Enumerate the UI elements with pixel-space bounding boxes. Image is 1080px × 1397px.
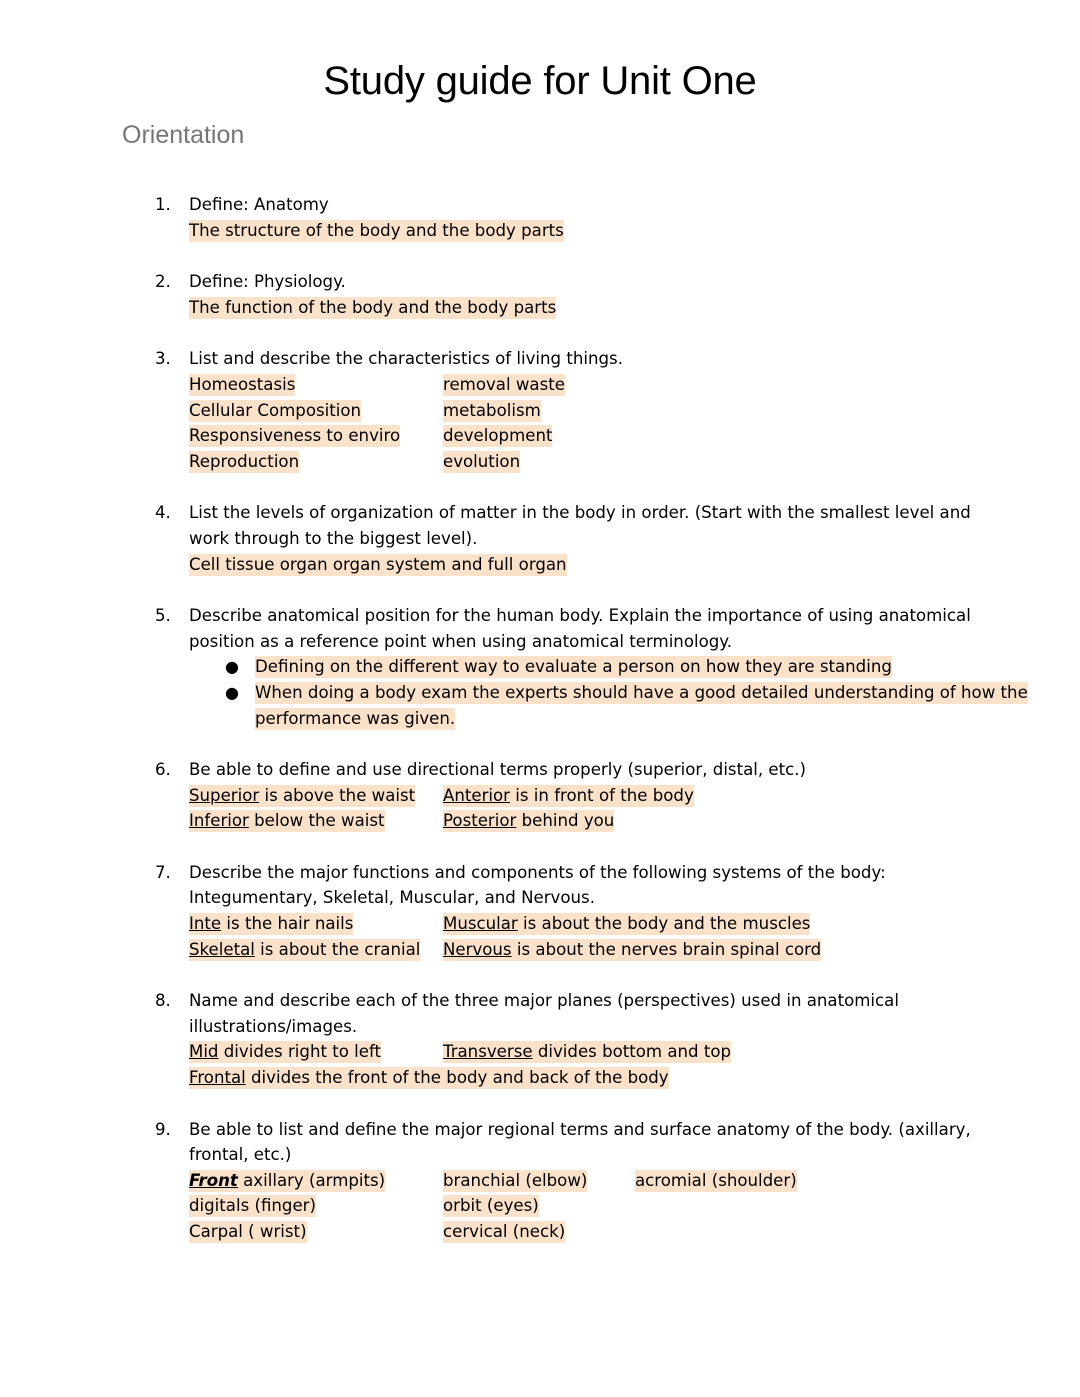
answer-text: Reproduction (189, 451, 300, 471)
answer-text: below the waist (248, 811, 385, 831)
answer-table (189, 1168, 1080, 1245)
highlighted-answer: When doing a body exam the experts should have a good detailed understanding of how the performance was given. (255, 682, 1028, 728)
answer-cell (189, 372, 443, 398)
term-label: Transverse (443, 1042, 533, 1062)
question-list (0, 192, 1080, 1245)
question-item-7 (0, 860, 1080, 962)
answer-row (189, 1039, 1080, 1065)
answer-cell (189, 808, 443, 834)
question-number: 9. (155, 1119, 171, 1139)
bullet-icon: ● (225, 682, 239, 702)
answer-row (189, 423, 1080, 449)
answer-text: is in front of the body (510, 785, 694, 805)
term-label: Inferior (189, 811, 249, 831)
answer-row (189, 398, 1080, 424)
answer-cell (443, 449, 520, 475)
list-item (189, 680, 1080, 731)
answer-cell (443, 398, 541, 424)
question-number: 3. (155, 349, 171, 369)
answer-row (189, 1168, 1080, 1194)
section-subtitle: Orientation (122, 121, 245, 149)
question-prompt: Define: Physiology. (189, 272, 346, 292)
answer-text: removal waste (443, 374, 565, 394)
answer-text: cervical (neck) (443, 1222, 566, 1241)
answer-cell (443, 372, 565, 398)
page-title: Study guide for Unit One (323, 59, 757, 103)
term-label: Muscular (443, 914, 518, 934)
question-item-9 (0, 1117, 1080, 1245)
answer-cell (443, 808, 614, 834)
answer-row (189, 372, 1080, 398)
answer-text: is above the waist (259, 785, 416, 805)
answer-cell (189, 1168, 443, 1194)
answer-text: Carpal ( wrist) (189, 1222, 307, 1241)
question-number: 7. (155, 862, 171, 882)
question-prompt: Describe the major functions and components of the following systems of the body: Integumentary, Skeletal, Muscular, and Nervous. (189, 862, 886, 908)
question-prompt: Define: Anatomy (189, 195, 329, 214)
bullet-text (255, 656, 892, 678)
question-number: 8. (155, 991, 171, 1011)
answer-cell (443, 1039, 731, 1065)
answer-text: metabolism (443, 400, 541, 420)
answer-cell (443, 423, 552, 449)
answer-line (189, 295, 1080, 321)
answer-text: Homeostasis (189, 374, 296, 394)
question-prompt: Be able to list and define the major regional terms and surface anatomy of the body. (axillary, frontal, etc.) (189, 1119, 971, 1165)
answer-text: axillary (armpits) (237, 1170, 386, 1190)
term-label: Nervous (443, 939, 512, 959)
answer-table (189, 783, 1080, 834)
answer-text: Cellular Composition (189, 400, 362, 420)
answer-row (189, 449, 1080, 475)
answer-line (189, 218, 1080, 244)
term-label: Anterior (443, 785, 510, 805)
answer-cell (635, 1168, 797, 1194)
answer-row (189, 937, 1080, 963)
question-prompt: List the levels of organization of matter in the body in order. (Start with the smallest level and work through to the biggest level). (189, 503, 971, 548)
answer-table (189, 911, 1080, 962)
question-item-1 (0, 192, 1080, 243)
answer-cell (189, 1039, 443, 1065)
answer-cell (443, 1193, 539, 1219)
answer-cell (189, 783, 443, 809)
answer-row (189, 911, 1080, 937)
answer-cell (189, 911, 443, 937)
answer-text: divides the front of the body and back of the body (245, 1068, 669, 1088)
question-number: 4. (155, 503, 171, 523)
question-number: 5. (155, 606, 171, 626)
question-item-3 (0, 346, 1080, 474)
answer-cell (189, 423, 443, 449)
answer-cell (189, 1193, 443, 1219)
answer-cell (443, 1168, 635, 1194)
answer-row (189, 808, 1080, 834)
sub-bullet-list (189, 654, 1080, 731)
question-prompt: Be able to define and use directional terms properly (superior, distal, etc.) (189, 760, 806, 780)
answer-row (189, 1219, 1080, 1245)
highlighted-answer: Cell tissue organ organ system and full organ (189, 554, 567, 574)
term-label: Skeletal (189, 939, 255, 959)
question-item-8 (0, 988, 1080, 1090)
answer-text: digitals (finger) (189, 1196, 316, 1216)
question-number: 6. (155, 760, 171, 780)
answer-text: is about the cranial (254, 939, 421, 959)
question-prompt: List and describe the characteristics of living things. (189, 349, 623, 369)
answer-text: Responsiveness to enviro (189, 426, 401, 446)
answer-text: behind you (516, 811, 615, 831)
answer-text: evolution (443, 451, 521, 471)
question-prompt: Name and describe each of the three major planes (perspectives) used in anatomical illustrations/images. (189, 991, 899, 1036)
answer-cell (189, 398, 443, 424)
answer-text: divides bottom and top (532, 1042, 732, 1062)
answer-text: is about the nerves brain spinal cord (511, 939, 822, 959)
answer-row (189, 1065, 1080, 1091)
answer-row (189, 1193, 1080, 1219)
question-item-6 (0, 757, 1080, 834)
answer-cell (189, 937, 443, 963)
highlighted-answer: Defining on the different way to evaluate a person on how they are standing (255, 657, 892, 677)
answer-text: branchial (elbow) (443, 1170, 588, 1190)
term-label: Posterior (443, 811, 517, 831)
answer-text: acromial (shoulder) (635, 1170, 797, 1190)
answer-table (189, 1039, 1080, 1090)
question-item-5 (0, 603, 1080, 731)
answer-cell (189, 449, 443, 475)
bullet-icon: ● (225, 657, 239, 677)
term-label: Mid (189, 1042, 219, 1062)
term-label: Front (189, 1170, 238, 1190)
term-label: Inte (189, 914, 222, 934)
answer-cell (443, 937, 821, 963)
question-prompt: Describe anatomical position for the human body. Explain the importance of using anatomical position as a reference point when using anatomical terminology. (189, 606, 971, 651)
answer-text: is about the body and the muscles (517, 914, 811, 934)
answer-text: orbit (eyes) (443, 1196, 539, 1216)
highlighted-answer: The structure of the body and the body parts (189, 220, 564, 240)
list-item (189, 654, 1080, 680)
answer-table (189, 372, 1080, 474)
bullet-text (255, 682, 1028, 730)
question-number: 2. (155, 272, 171, 292)
answer-text: is the hair nails (221, 914, 354, 934)
answer-line (189, 552, 1080, 578)
term-label: Frontal (189, 1068, 246, 1088)
term-label: Superior (189, 785, 260, 805)
answer-cell (443, 783, 694, 809)
answer-cell (443, 911, 810, 937)
answer-cell (189, 1219, 443, 1245)
answer-cell (443, 1219, 565, 1245)
answer-row (189, 783, 1080, 809)
question-item-4 (0, 500, 1080, 577)
answer-text: development (443, 426, 553, 446)
question-number: 1. (155, 195, 171, 214)
answer-text: divides right to left (218, 1042, 382, 1062)
highlighted-answer: The function of the body and the body parts (189, 297, 557, 317)
answer-cell (189, 1065, 669, 1091)
question-item-2 (0, 269, 1080, 320)
